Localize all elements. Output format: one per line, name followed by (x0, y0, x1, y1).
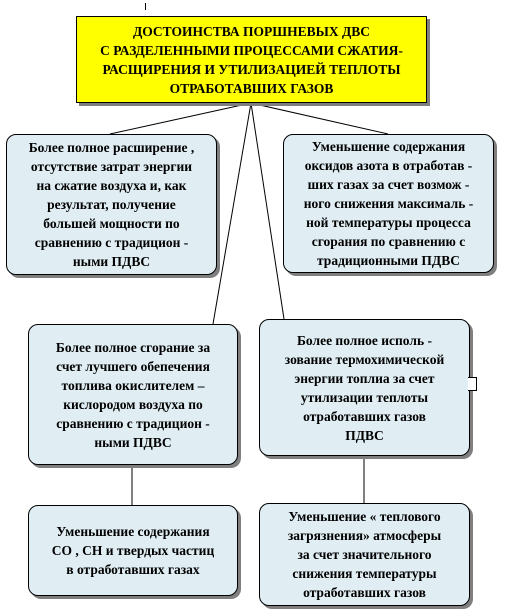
connector-title-to-box1 (110, 103, 251, 134)
resize-handle[interactable] (468, 377, 477, 391)
top-marker (145, 3, 146, 10)
advantage-box-energy-utilization: Более полное исполь - зование термохимической энергии топлиа за счет утилизации теплоты отработавших газов ПДВС (259, 319, 470, 456)
advantage-box-full-combustion: Более полное сгорание за счет лучшего обепечения топлива окислителем – кислородом воздуха по сравнению с традицион - ными ПДВС (28, 324, 238, 465)
connector-title-to-box2 (251, 103, 388, 134)
connector-title-to-box4 (251, 103, 284, 319)
advantage-box-thermal-pollution: Уменьшение « теплового загрязнения» атмосферы за счет значительного снижения температуры отработавших газов (259, 503, 470, 606)
advantage-box-full-expansion: Более полное расширение , отсутствие затрат энергии на сжатие воздуха и, как результат, получение большей мощности по сравнению с традицион - ными ПДВС (6, 134, 217, 275)
advantage-box-co-ch-reduction: Уменьшение содержания СО , СН и твердых частиц в отработавших газах (28, 505, 238, 596)
diagram-title-box: ДОСТОИНСТВА ПОРШНЕВЫХ ДВС С РАЗДЕЛЕННЫМИ ПРОЦЕССАМИ СЖАТИЯ- РАСЩИРЕНИЯ И УТИЛИЗАЦИЕЙ ТЕПЛОТЫ ОТРАБОТАВШИХ ГАЗОВ (76, 16, 427, 103)
connector-title-to-box3 (213, 103, 251, 324)
advantage-box-nox-reduction: Уменьшение содержания оксидов азота в отработав - ших газах за счет возмож - ного снижения максималь - ной температуры процесса сгорания по сравнению с традиционными ПДВС (283, 134, 494, 273)
